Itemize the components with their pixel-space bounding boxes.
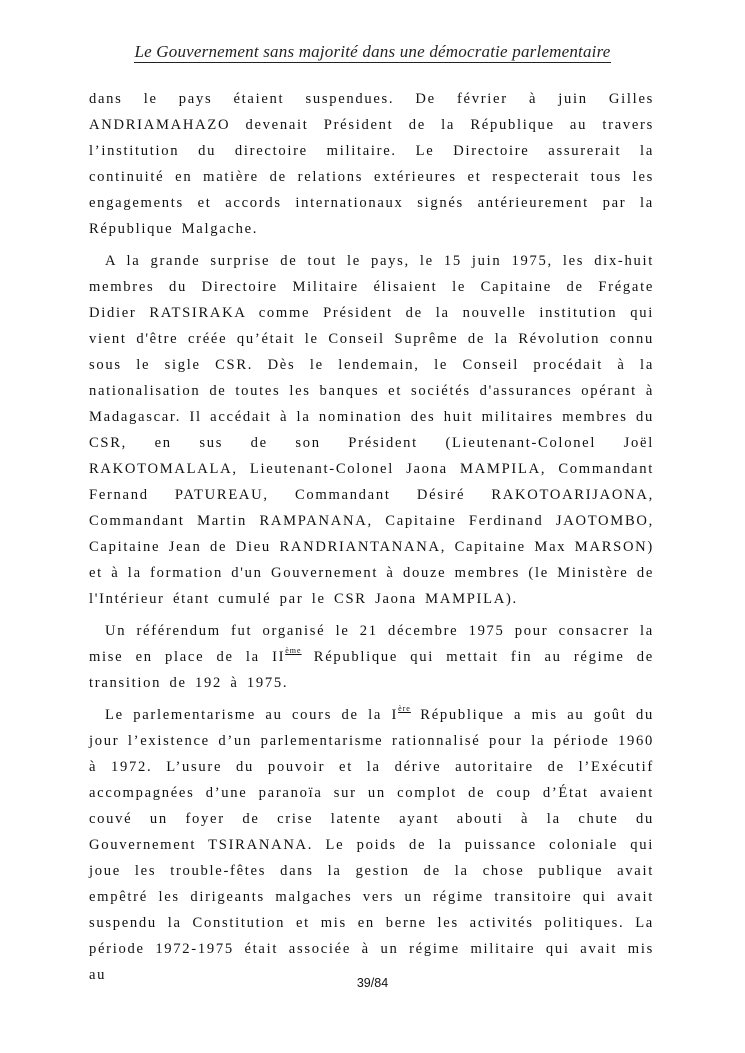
- page-number: 39/84: [356, 976, 389, 990]
- running-header: [0, 42, 745, 62]
- paragraph-referendum-text-end: République qui mettait fin au régime de transition de 192 à 1975.: [89, 649, 654, 691]
- document-body: [89, 86, 654, 988]
- paragraph-parlementarisme-text-end: République a mis au goût du jour l’existence d’un parlementarisme rationnalisé pour la période 1960 à 1972. L’usure du pouvoir et la dérive autoritaire de l’Exécutif accompagnées d’une paranoïa sur un complot de coup d’État avaient couvé un foyer de crise latente ayant abouti à la chute du Gouvernement TSIRANANA. Le poids de la puissance coloniale qui joue les trouble-fêtes dans la gestion de la chose publique avait empêtré les dirigeants malgaches vers un régime transitoire qui avait suspendu la Constitution et mis en berne les activités politiques. La période 1972-1975 était associée à un régime militaire qui avait mis au: [89, 707, 654, 983]
- ordinal-superscript: ème: [285, 646, 302, 655]
- paragraph-parlementarisme: [89, 702, 654, 988]
- running-header-title: Le Gouvernement sans majorité dans une démocratie parlementaire: [134, 42, 611, 61]
- ordinal-superscript: ère: [398, 704, 411, 713]
- paragraph-referendum-text-start: Un référendum fut organisé le 21 décembre 1975 pour consacrer la mise en place de la II: [89, 623, 654, 665]
- paragraph-csr: A la grande surprise de tout le pays, le 15 juin 1975, les dix-huit membres du Directoire Militaire élisaient le Capitaine de Frégate Didier RATSIRAKA comme Président de la nouvelle institution qui vient d'être créée qu’était le Conseil Suprême de la Révolution connu sous le sigle CSR. Dès le lendemain, le Conseil procédait à la nationalisation de toutes les banques et sociétés d'assurances opérant à Madagascar. Il accédait à la nomination des huit militaires membres du CSR, en sus de son Président (Lieutenant-Colonel Joël RAKOTOMALALA, Lieutenant-Colonel Jaona MAMPILA, Commandant Fernand PATUREAU, Commandant Désiré RAKOTOARIJAONA, Commandant Martin RAMPANANA, Capitaine Ferdinand JAOTOMBO, Capitaine Jean de Dieu RANDRIANTANANA, Capitaine Max MARSON) et à la formation d'un Gouvernement à douze membres (le Ministère de l'Intérieur étant cumulé par le CSR Jaona MAMPILA).: [89, 253, 654, 607]
- paragraph-referendum: [89, 618, 654, 696]
- paragraph-directoire: dans le pays étaient suspendues. De février à juin Gilles ANDRIAMAHAZO devenait Président de la République au travers l’institution du directoire militaire. Le Directoire assurerait la continuité en matière de relations extérieures et respecterait tous les engagements et accords internationaux signés antérieurement par la République Malgache.: [89, 91, 654, 237]
- paragraph-parlementarisme-text-start: Le parlementarisme au cours de la I: [105, 707, 399, 723]
